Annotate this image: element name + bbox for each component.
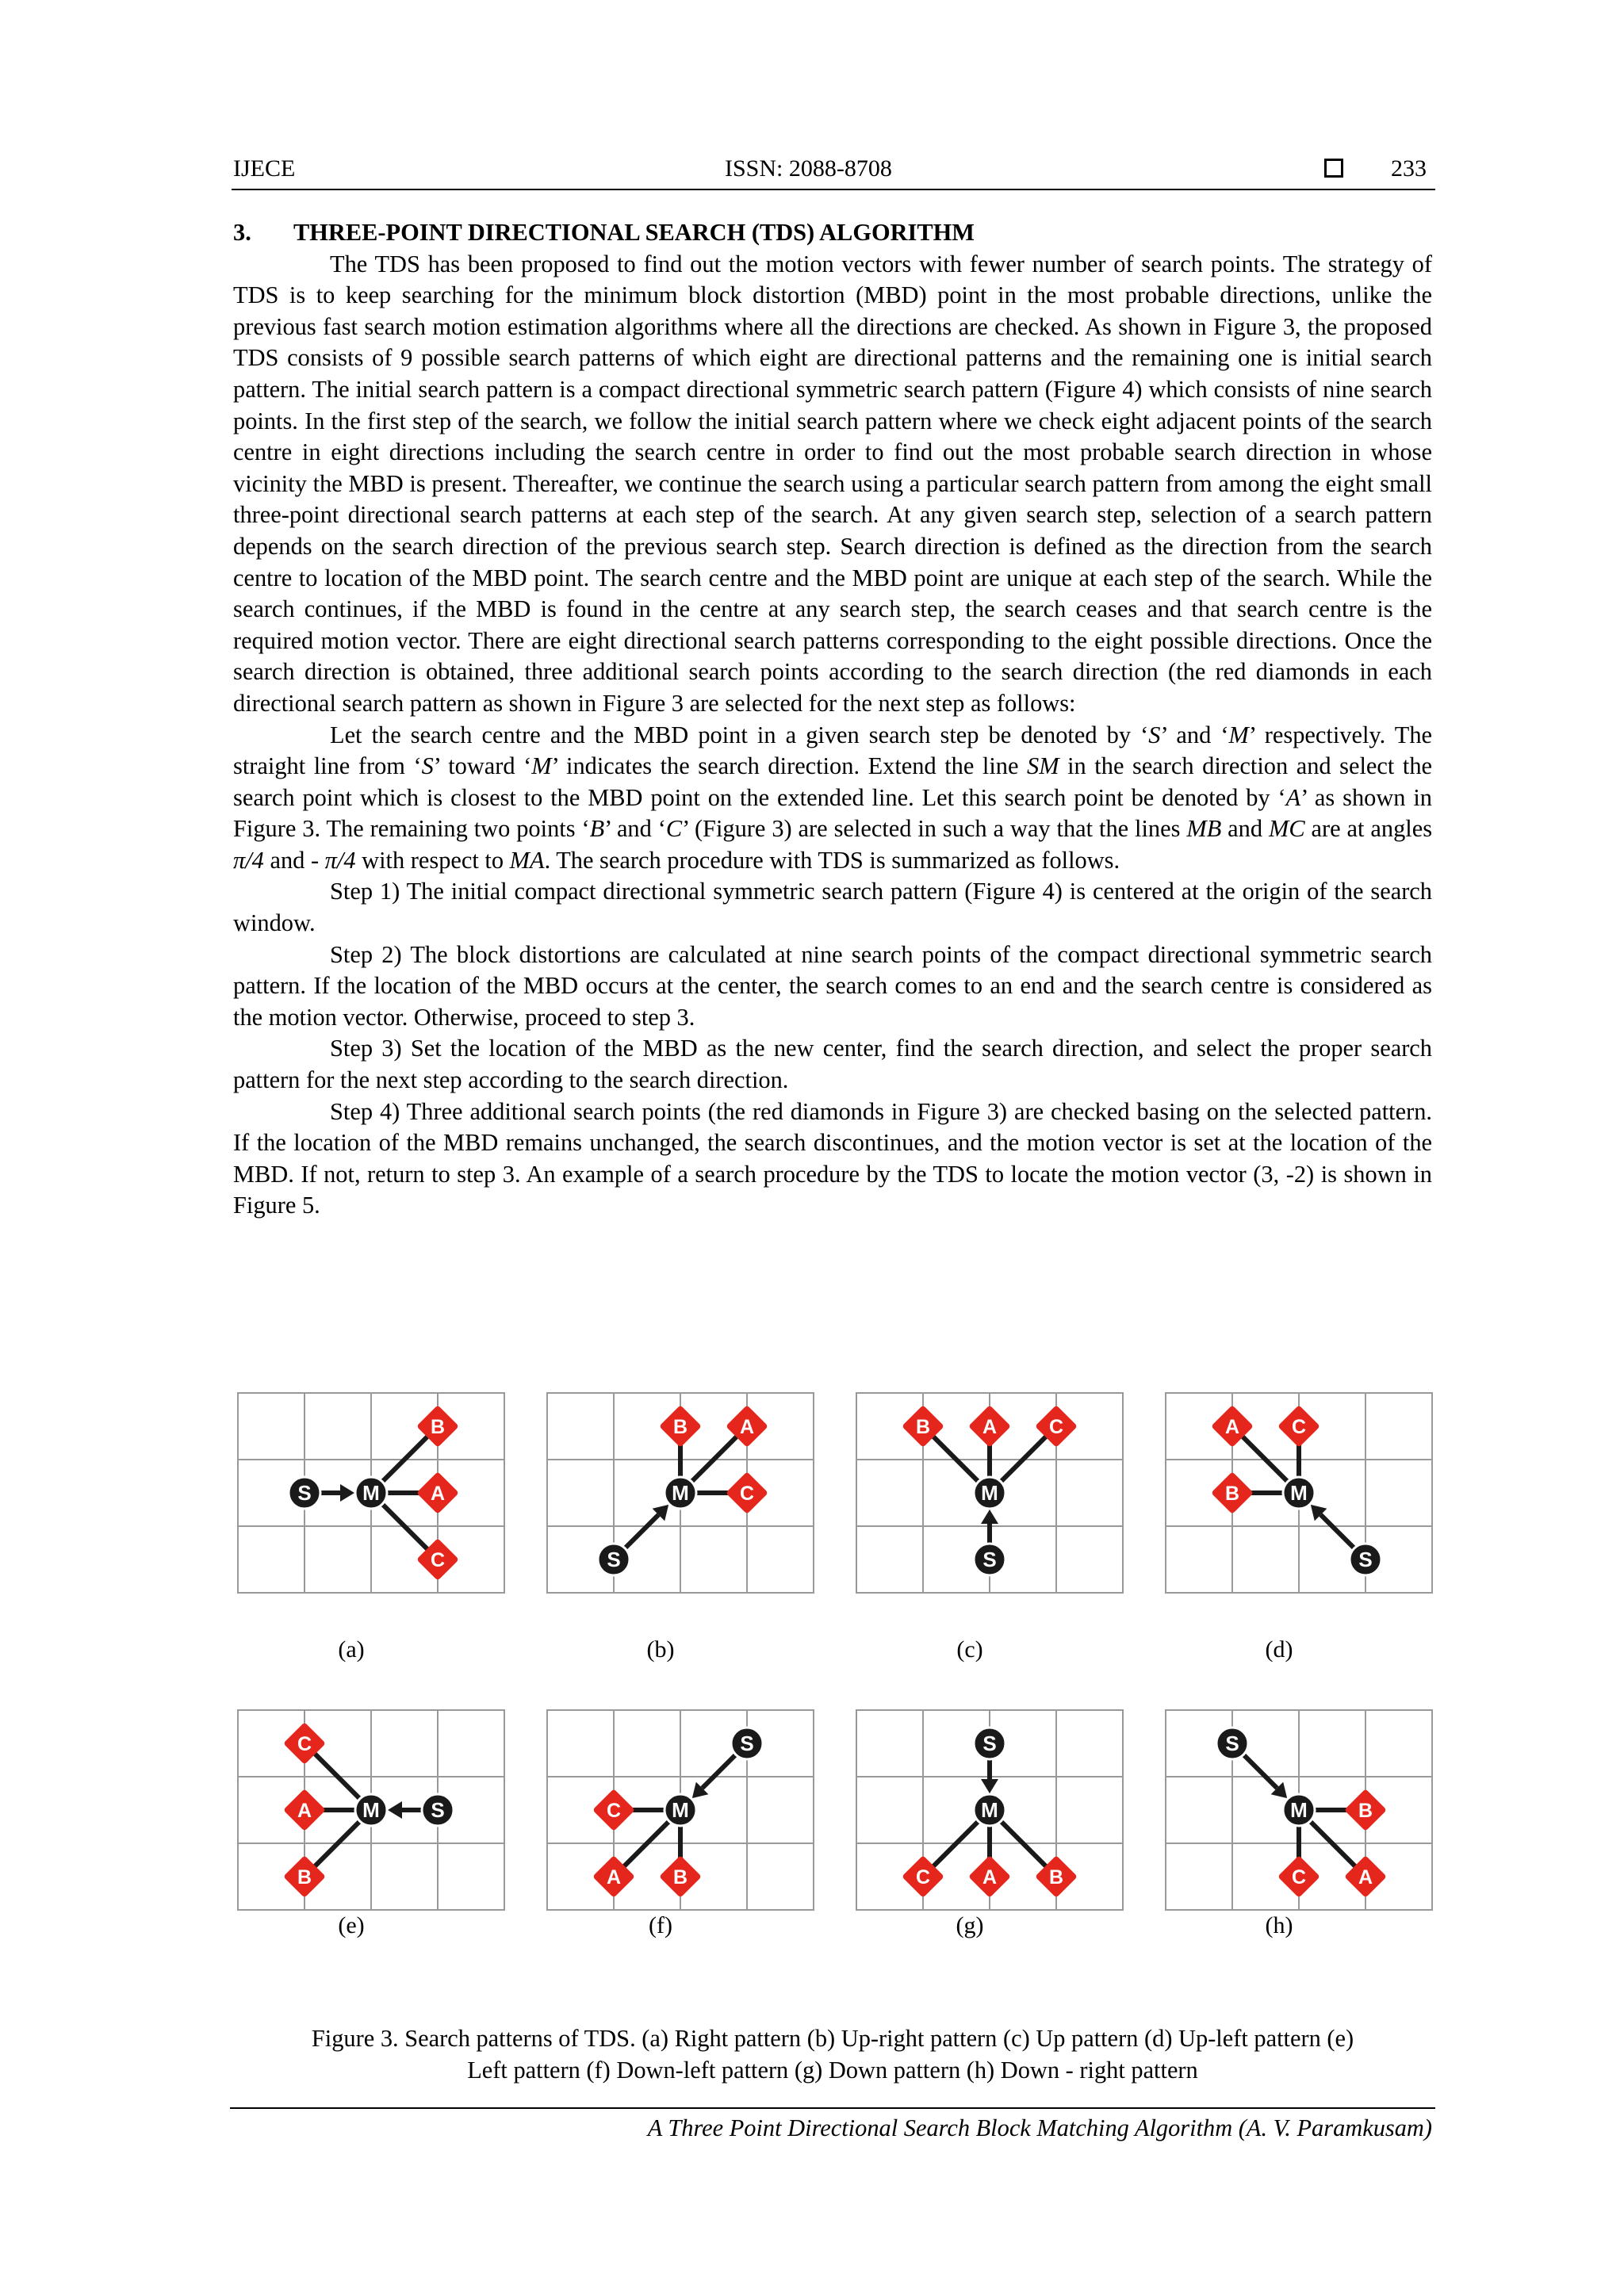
panel-label-e: (e) [338, 1912, 365, 1938]
diamond-label-b: B [430, 1416, 446, 1438]
text-run: Let the search centre and the MBD point in a given search step be denoted by ‘ [330, 721, 1149, 748]
circle-label-m: M [672, 1798, 689, 1822]
circle-label-s: S [607, 1548, 621, 1571]
step-4: Step 4) Three additional search points (the red diamonds in Figure 3) are checked basing on the selected pattern. If the location of the MBD remains unchanged, the search discontinues, and the motion vector is set at the location of the MBD. If not, return to step 3. An example of a search procedure by the TDS to locate the motion vector (3, -2) is shown in Figure 5. [233, 1097, 1432, 1219]
body-text [233, 217, 1432, 1222]
circle-label-s: S [1225, 1732, 1239, 1755]
diamond-label-b: B [1224, 1483, 1240, 1505]
step-2: Step 2) The block distortions are calculated at nine search points of the compact directional symmetric search pattern. If the location of the MBD occurs at the center, the search comes to an end and the search centre is considered as the motion vector. Otherwise, proceed to step 3. [233, 940, 1432, 1031]
circle-label-s: S [982, 1732, 997, 1755]
search-pattern-a [238, 1393, 504, 1593]
text-run: ’ and ‘ [1160, 721, 1229, 748]
text-run: ’ (Figure 3) are selected in such a way that the lines [682, 815, 1187, 843]
checkbox-square-icon [1324, 159, 1343, 178]
diamond-label-c: C [430, 1549, 446, 1571]
circle-label-s: S [982, 1548, 997, 1571]
circle-label-m: M [362, 1798, 380, 1822]
text-run: ’ and ‘ [604, 815, 666, 843]
diamond-label-b: B [1358, 1800, 1373, 1822]
panel-label-d: (d) [1265, 1636, 1293, 1663]
diamond-label-b: B [915, 1416, 931, 1438]
circle-label-s: S [297, 1481, 312, 1505]
search-pattern-c [856, 1393, 1123, 1593]
header-divider [232, 189, 1435, 190]
circle-label-s: S [431, 1798, 445, 1822]
search-pattern-d [1166, 1393, 1432, 1593]
text-run: ’ indicates the search direction. Extend the line [551, 752, 1028, 780]
running-header-journal: IJECE [233, 155, 296, 182]
diamond-label-c: C [1048, 1416, 1064, 1438]
caption-line-2: Left pattern (f) Down-left pattern (g) Down pattern (h) Down - right pattern [467, 2057, 1198, 2084]
caption-line-1: Figure 3. Search patterns of TDS. (a) Right pattern (b) Up-right pattern (c) Up pattern (d) Up-left pattern (e) [311, 2025, 1354, 2052]
section-title: THREE-POINT DIRECTIONAL SEARCH (TDS) ALGORITHM [293, 219, 975, 246]
circle-label-m: M [672, 1481, 689, 1505]
page-number: 233 [1391, 155, 1427, 182]
circle-label-s: S [740, 1732, 754, 1755]
text-run: ’ as shown in Figure 3. The remaining two points ‘ [233, 783, 1432, 843]
symbol-m: M [1228, 721, 1249, 748]
circle-label-s: S [1358, 1548, 1373, 1571]
panel-label-c: (c) [956, 1636, 983, 1663]
symbol-angle: π/4 [233, 846, 264, 874]
symbol-a: A [1285, 783, 1301, 811]
text-run: with respect to [355, 846, 510, 874]
panel-label-a: (a) [338, 1636, 365, 1663]
circle-label-m: M [1290, 1481, 1308, 1505]
search-pattern-h [1166, 1710, 1432, 1910]
symbol-c: C [665, 815, 683, 843]
diamond-label-c: C [1291, 1416, 1307, 1438]
text-run: ’ respectively. The straight line from ‘ [233, 721, 1432, 780]
diamond-label-b: B [672, 1416, 688, 1438]
footer-divider [230, 2107, 1435, 2109]
text-run: are at angles [1304, 815, 1433, 843]
diamond-label-a: A [297, 1800, 312, 1822]
diamond-label-a: A [1224, 1416, 1240, 1438]
symbol-s: S [1148, 721, 1161, 748]
diamond-label-b: B [297, 1866, 312, 1888]
panel-label-g: (g) [956, 1912, 984, 1938]
panel-label-h: (h) [1265, 1912, 1293, 1938]
symbol-b: B [589, 815, 605, 843]
search-pattern-g [856, 1710, 1123, 1910]
text-run: in the search direction and select the search point which is closest to the MBD point on the extended line. Let this search point be denoted by ‘ [233, 752, 1433, 811]
paragraph-2 [233, 720, 1432, 877]
symbol-angle: π/4 [324, 846, 356, 874]
diamond-label-c: C [739, 1483, 755, 1505]
circle-label-m: M [362, 1481, 380, 1505]
search-pattern-b [547, 1393, 814, 1593]
circle-label-m: M [981, 1481, 998, 1505]
running-header-issn: ISSN: 2088-8708 [725, 155, 892, 182]
diamond-label-c: C [1291, 1866, 1307, 1888]
search-pattern-f [547, 1710, 814, 1910]
step-1: Step 1) The initial compact directional symmetric search pattern (Figure 4) is centered at the origin of the search window. [233, 878, 1432, 937]
symbol-mb: MB [1186, 815, 1222, 843]
figure-caption [233, 2022, 1432, 2086]
section-number: 3. [233, 219, 251, 246]
diamond-label-c: C [297, 1733, 312, 1755]
symbol-m: M [531, 752, 552, 780]
text-run: ’ toward ‘ [433, 752, 532, 780]
symbol-mc: MC [1269, 815, 1305, 843]
text-run: and [1221, 815, 1269, 843]
circle-label-m: M [981, 1798, 998, 1822]
figure-search-patterns [230, 1383, 1435, 1938]
step-3: Step 3) Set the location of the MBD as the new center, find the search direction, and select the proper search pattern for the next step according to the search direction. [233, 1035, 1432, 1094]
diamond-label-c: C [915, 1866, 931, 1888]
search-pattern-e [238, 1710, 504, 1910]
diamond-label-a: A [982, 1416, 998, 1438]
panel-label-b: (b) [646, 1636, 675, 1663]
diamond-label-a: A [1358, 1866, 1373, 1888]
diamond-label-c: C [606, 1800, 622, 1822]
diamond-label-b: B [1048, 1866, 1064, 1888]
diamond-label-a: A [606, 1866, 622, 1888]
symbol-s: S [421, 752, 434, 780]
diamond-label-a: A [430, 1483, 446, 1505]
circle-label-m: M [1290, 1798, 1308, 1822]
diamond-label-a: A [982, 1866, 998, 1888]
section-heading [233, 217, 1432, 249]
running-footer: A Three Point Directional Search Block Matching Algorithm (A. V. Paramkusam) [647, 2114, 1432, 2141]
diamond-label-a: A [739, 1416, 755, 1438]
symbol-ma: MA [509, 846, 545, 874]
symbol-sm: SM [1027, 752, 1059, 780]
panel-label-f: (f) [649, 1912, 672, 1938]
paragraph-1: The TDS has been proposed to find out the motion vectors with fewer number of search points. The strategy of TDS is to keep searching for the minimum block distortion (MBD) point in the most probable directions, unlike the previous fast search motion estimation algorithms where all the directions are checked. As shown in Figure 3, the proposed TDS consists of 9 possible search patterns of which eight are directional patterns and the remaining one is initial search pattern. The initial search pattern is a compact directional symmetric search pattern (Figure 4) which consists of nine search points. In the first step of the search, we follow the initial search pattern where we check eight adjacent points of the search centre in eight directions including the search centre in order to find out the most probable search direction in whose vicinity the MBD is present. Thereafter, we continue the search using a particular search pattern from among the eight small three-point directional search patterns at each step of the search. At any given search step, selection of a search pattern depends on the search direction of the previous search step. Search direction is defined as the direction from the search centre to location of the MBD point. The search centre and the MBD point are unique at each step of the search. While the search continues, if the MBD is found in the centre at any search step, the search ceases and that search centre is the required motion vector. There are eight directional search patterns corresponding to the eight possible directions. Once the search direction is obtained, three additional search points according to the search direction (the red diamonds in each directional search pattern as shown in Figure 3 are selected for the next step as follows: [233, 250, 1432, 717]
text-run: . The search procedure with TDS is summarized as follows. [544, 846, 1120, 874]
text-run: and - [263, 846, 325, 874]
diamond-label-b: B [672, 1866, 688, 1888]
